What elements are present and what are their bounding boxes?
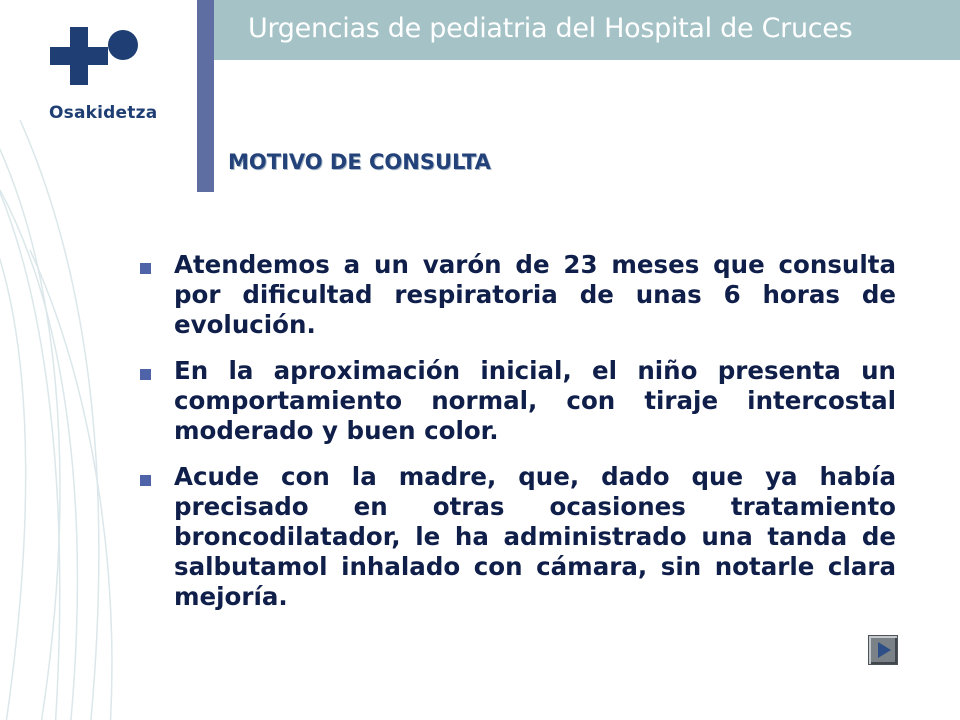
bullet-text: Acude con la madre, que, dado que ya había precisado en otras ocasiones tratamiento broncodilatador, le ha administrado una tanda de salbutamol inhalado con cámara, sin notarle clara mejoría. <box>174 462 896 611</box>
section-title: MOTIVO DE CONSULTA <box>228 150 491 174</box>
bullet-list <box>140 250 896 628</box>
header-title: Urgencias de pediatria del Hospital de Cruces <box>248 13 853 44</box>
header-band <box>214 0 960 60</box>
square-bullet-icon <box>140 369 151 380</box>
logo-wordmark: Osakidetza <box>49 103 158 123</box>
vertical-accent-bar <box>197 0 214 192</box>
bullet-text: Atendemos a un varón de 23 meses que consulta por dificultad respiratoria de unas 6 horas de evolución. <box>174 250 896 339</box>
play-arrow-icon <box>869 636 897 664</box>
next-slide-button[interactable] <box>868 635 898 665</box>
list-item <box>140 356 896 446</box>
list-item <box>140 250 896 340</box>
bullet-text: En la aproximación inicial, el niño presenta un comportamiento normal, con tiraje intercostal moderado y buen color. <box>174 356 896 445</box>
square-bullet-icon <box>140 263 151 274</box>
square-bullet-icon <box>140 475 151 486</box>
list-item <box>140 462 896 612</box>
